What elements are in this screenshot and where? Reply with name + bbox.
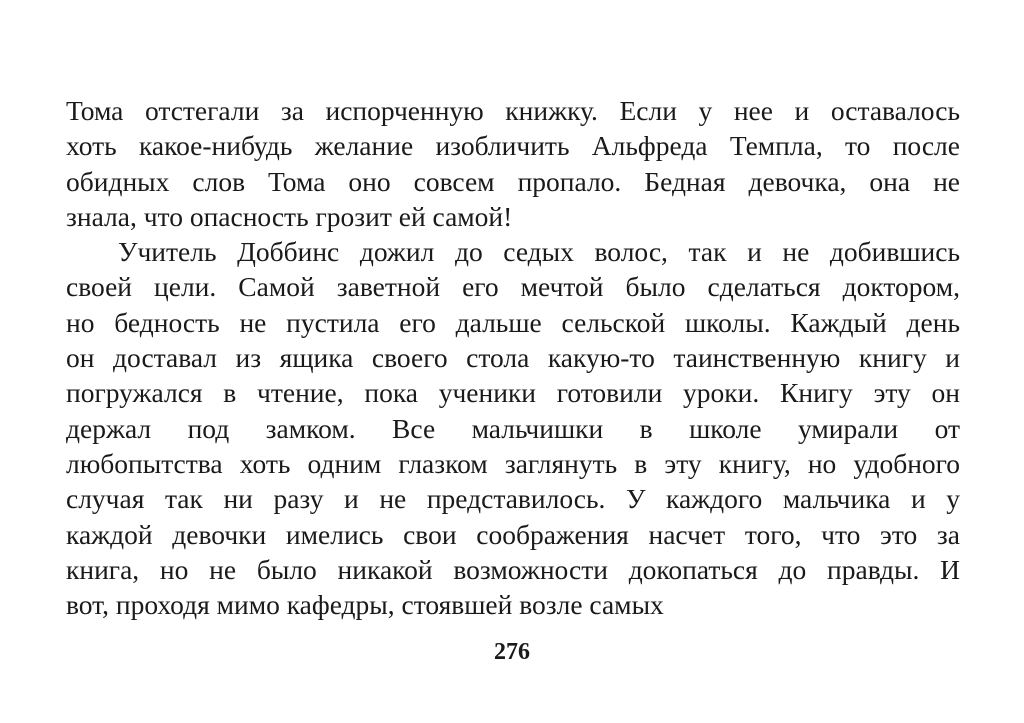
paragraph-2 <box>66 234 960 622</box>
text-line: знала, что опасность грозит ей самой! <box>66 200 513 232</box>
text-line: он доставал из ящика своего стола какую-то таинственную книгу и <box>66 342 960 374</box>
text-line: держал под замком. Все мальчишки в школе умирали от <box>66 412 960 444</box>
page-number: 276 <box>494 639 530 665</box>
text-line: хоть какое-нибудь желание изобличить Альфреда Темпла, то после <box>66 130 960 162</box>
text-line: любопытства хоть одним глазком заглянуть в эту книгу, но удобного <box>66 447 960 479</box>
text-line: своей цели. Самой заветной его мечтой было сделаться доктором, <box>66 271 960 303</box>
text-line: книга, но не было никакой возможности докопаться до правды. И <box>66 553 960 585</box>
text-line: погружался в чтение, пока ученики готовили уроки. Книгу эту он <box>66 377 960 409</box>
body-text <box>66 93 960 622</box>
text-line: Учитель Доббинс дожил до седых волос, так и не добившись <box>118 236 960 268</box>
text-line: обидных слов Тома оно совсем пропало. Бедная девочка, она не <box>66 165 960 197</box>
text-line: вот, проходя мимо кафедры, стоявшей возле самых <box>66 589 664 621</box>
paragraph-1 <box>66 93 960 234</box>
text-line: случая так ни разу и не представилось. У каждого мальчика и у <box>66 483 960 515</box>
text-line: каждой девочки имелись свои соображения насчет того, что это за <box>66 518 960 550</box>
text-line: но бедность не пустила его дальше сельской школы. Каждый день <box>66 306 960 338</box>
text-line: Тома отстегали за испорченную книжку. Если у нее и оставалось <box>66 95 960 126</box>
